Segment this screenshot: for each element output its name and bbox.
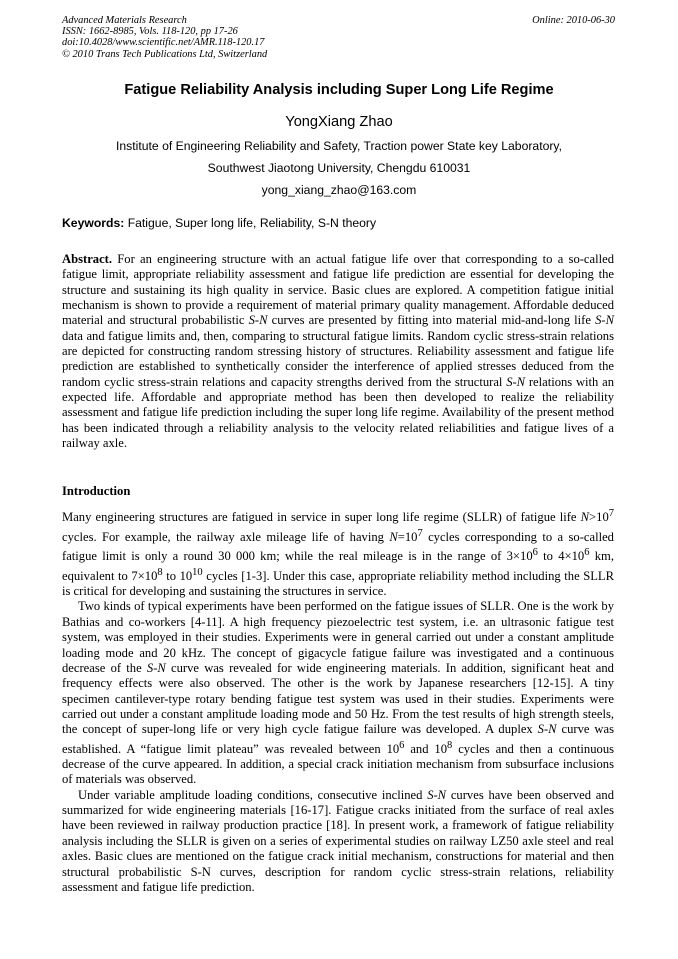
intro-superscript: 7: [417, 527, 423, 539]
intro-text: >10: [589, 510, 609, 525]
intro-italic: S-N: [427, 787, 447, 802]
copyright-line: © 2010 Trans Tech Publications Ltd, Switzerland: [62, 48, 268, 60]
abstract-text: relations with an expected life. Affordable and appropriate method has been then developed to realize the reliability assessment and fatigue life prediction including the super long life regime. Availability of the present method has been indicated through a reliability analysis to the velocity related reliabilities and fatigue lives of a railway axle.: [62, 374, 614, 451]
intro-superscript: 8: [447, 739, 453, 751]
intro-paragraph-1: [62, 506, 614, 599]
keywords-label: Keywords:: [62, 216, 125, 230]
intro-text: to 4×10: [537, 549, 585, 564]
abstract-text: data and fatigue limits and, then, comparing to structural fatigue limits. Random cyclic stress-strain relations are depicted for constructing random stressing history of structures. Reliability assessment and fatigue life prediction are established to synthetically consider the interference of applied stresses deduced from the random cyclic stress-strain relations and capacity strengths derived from the structural: [62, 328, 614, 389]
intro-italic: N: [580, 510, 590, 525]
intro-superscript: 7: [608, 508, 614, 519]
issn-line: ISSN: 1662-8985, Vols. 118-120, pp 17-26: [62, 26, 238, 38]
intro-superscript: 8: [157, 566, 163, 578]
intro-text: Under variable amplitude loading conditions, consecutive inclined: [78, 787, 428, 802]
intro-text: curve was established. A “fatigue limit plateau” was revealed between 10: [62, 722, 614, 756]
intro-text: Many engineering structures are fatigued in service in super long life regime (SLLR) of fatigue life: [62, 510, 581, 525]
intro-superscript: 6: [399, 739, 405, 751]
online-date: Online: 2010-06-30: [532, 15, 615, 26]
intro-text: cycles and then a continuous decrease of the curve appeared. In addition, a special crack initiation mechanism from subsurface inclusions of materials was observed.: [62, 741, 615, 787]
author-email[interactable]: yong_xiang_zhao@163.com: [261, 183, 417, 197]
intro-text: =10: [397, 529, 418, 544]
intro-superscript: 6: [532, 547, 538, 559]
intro-text: cycles corresponding to a so-called fatigue limit is only a round 30 000 km; while the real mileage is in the range of 3×10: [62, 529, 614, 564]
abstract-text: For an engineering structure with an actual fatigue life over that corresponding to a so-called fatigue limit, appropriate reliability assessment and fatigue life prediction are essential for developing the structure and sustaining its high quality in service. Basic clues are explored. A competition fatigue initial mechanism is shown to provide a requirement of material primary quality management. Affordable deduced material and structural probabilistic: [62, 252, 614, 328]
introduction-heading: Introduction: [62, 484, 131, 498]
intro-italic: S-N: [146, 660, 166, 675]
paper-title: Fatigue Reliability Analysis including Super Long Life Regime: [124, 82, 554, 98]
intro-text: to 10: [162, 568, 193, 583]
keywords-text: Fatigue, Super long life, Reliability, S-N theory: [127, 216, 377, 230]
intro-paragraph-2: [62, 599, 614, 787]
introduction-body: [62, 506, 614, 895]
abstract-label: Abstract.: [62, 252, 113, 266]
intro-text: and 10: [404, 741, 448, 756]
intro-text: cycles. For example, the railway axle mileage life of having: [62, 529, 390, 544]
affiliation-line-2: Southwest Jiaotong University, Chengdu 610031: [207, 161, 471, 175]
intro-superscript: 6: [584, 547, 590, 559]
abstract-italic: S-N: [248, 313, 268, 328]
intro-text: Two kinds of typical experiments have been performed on the fatigue issues of SLLR. One is the work by Bathias and co-workers [4-11]. A high frequency piezoelectric test system, i.e. an ultrasonic fatigue test system, was employed in their studies. Experiments were in general carried out under a constant amplitude loading mode and 20 kHz. The concept of gigacycle fatigue failure was investigated and a continuous decrease of the: [62, 599, 614, 675]
affiliation-line-1: Institute of Engineering Reliability and Safety, Traction power State key Laboratory,: [116, 139, 562, 153]
intro-superscript: 10: [192, 566, 203, 578]
intro-italic: N: [389, 529, 398, 544]
abstract-italic: S-N: [595, 313, 614, 328]
author-name: YongXiang Zhao: [285, 114, 393, 130]
intro-italic: S-N: [537, 722, 557, 737]
intro-text: km, equivalent to 7×10: [62, 549, 614, 583]
abstract: [62, 252, 614, 451]
intro-text: curve was revealed for wide engineering materials. In addition, significant heat and frequency effects were also observed. The other is the work by Japanese researchers [12-15]. A tiny specimen cantilever-type rotary bending fatigue test system was used in their studies. Experiments were carried out under a constant amplitude loading mode and 50 Hz. From the test results of high strength steels, the concept of super-long life or very high cycle fatigue failure was developed. A duplex: [62, 660, 614, 737]
doi-line: doi:10.4028/www.scientific.net/AMR.118-120.17: [62, 37, 265, 49]
abstract-text: curves are presented by fitting into material mid-and-long life: [267, 313, 596, 328]
journal-name: Advanced Materials Research: [62, 15, 187, 26]
intro-text: cycles [1-3]. Under this case, appropriate reliability method including the SLLR is critical for developing and sustaining the structures in service.: [62, 568, 615, 599]
abstract-italic: S-N: [506, 374, 526, 389]
journal-header: [62, 15, 267, 60]
intro-paragraph-3: [62, 788, 614, 895]
intro-text: curves have been observed and summarized for wide engineering materials [16-17]. Fatigue cracks initiated from the surface of real axles have been reviewed in railway production practice [18]. In present work, a framework of fatigue reliability analysis including the SLLR is given on a series of experimental studies on railway LZ50 axle steel and real axles. Basic clues are mentioned on the fatigue crack initial mechanism, constructions for material and then structural probabilistic S-N curves, description for random cyclic stress-strain relations, reliability assessment and fatigue life prediction.: [62, 787, 614, 894]
keywords: [62, 216, 376, 230]
